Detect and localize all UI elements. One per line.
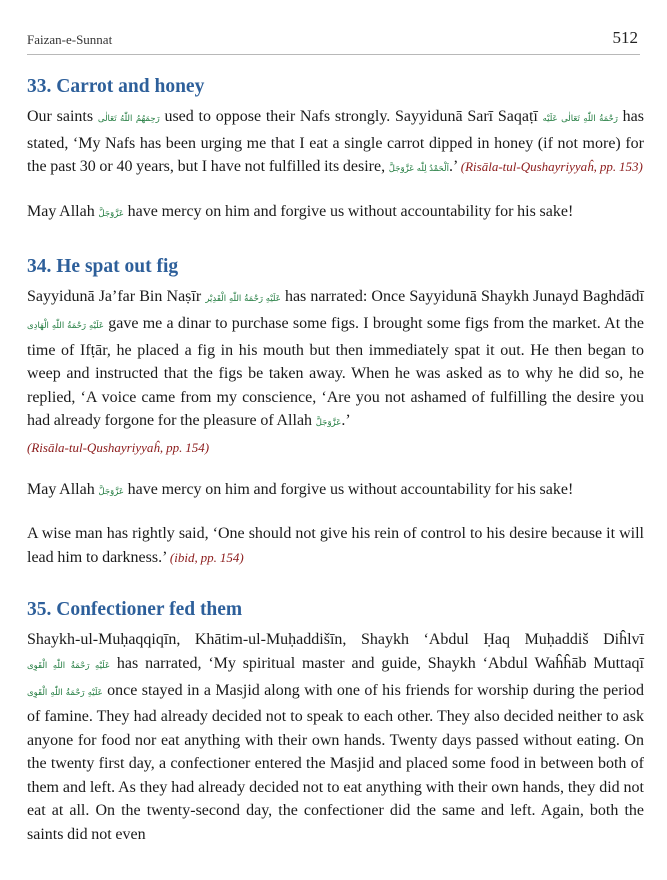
text-run: A wise man has rightly said, ‘One should not give his rein of control to his desire because it will lead him to darkness.’ (27, 525, 644, 566)
section-35-paragraph-1 (27, 628, 644, 846)
running-header (27, 28, 640, 55)
arabic-honorific: عَزَّوَجَلَّ (315, 418, 342, 429)
text-run: has narrated: Once Sayyidunā Shaykh Junayd Baghdādī (280, 288, 644, 306)
citation: (ibid, pp. 154) (169, 549, 244, 565)
section-heading-35: 35. Confectioner fed them (27, 599, 243, 621)
text-run: May Allah (27, 480, 99, 498)
page-number: 512 (612, 28, 638, 47)
text-run: .’ (448, 158, 461, 176)
text-run: Our saints (27, 108, 98, 125)
section-heading-34: 34. He spat out fig (27, 256, 179, 278)
arabic-phrase: اَلْحَمْدُ لِلّٰه عَزَّوَجَلَّ (388, 164, 449, 175)
arabic-honorific: عَزَّوَجَلَّ (98, 208, 124, 219)
text-run: used to oppose their Nafs strongly. Sayyidunā Sarī Saqaṭī (159, 108, 543, 125)
text-run: gave me a dinar to purchase some figs. I brought some figs from the market. At the time of Ifṭār, he placed a fig in his mouth but then immediately spat it out. He then began to weep and instructed that the figs be taken away. When he was asked as to why he did so, he replied, ‘A voice came from my conscience, ‘Are you not ashamed of fulfilling the desire you had already forgone for the pleasure of Allah (27, 314, 644, 430)
arabic-honorific: عَلَيْهِ رَحْمَةُ اللّٰهِ الْقَدِيْر (205, 294, 281, 305)
text-run: May Allah (27, 202, 99, 220)
arabic-honorific: عَلَيْهِ رَحْمَةُ اللّٰهِ الْقَوِی (27, 687, 103, 698)
text-run: has narrated, ‘My spiritual master and guide, Shaykh ‘Abdul Waĥĥāb Muttaqī (110, 654, 645, 672)
section-heading-33: 33. Carrot and honey (27, 76, 205, 97)
arabic-honorific: رَحِمَهُمُ اللّٰهُ تَعَالٰی (97, 114, 160, 124)
section-34-paragraph-3 (27, 522, 644, 569)
section-34-paragraph-2 (27, 478, 644, 505)
citation: (Risāla-tul-Qushayriyyaĥ, pp. 153) (460, 159, 643, 175)
section-33-paragraph-2 (27, 200, 644, 227)
arabic-honorific: عَلَيْهِ رَحْمَةُ اللّٰهِ الْهَادِی (27, 320, 104, 331)
citation: (Risāla-tul-Qushayriyyaĥ, pp. 154) (27, 439, 210, 455)
text-run: have mercy on him and forgive us without accountability for his sake! (123, 480, 574, 498)
text-run: have mercy on him and forgive us without accountability for his sake! (123, 202, 574, 220)
section-33-paragraph-1 (27, 105, 644, 182)
arabic-honorific: عَزَّوَجَلَّ (98, 486, 124, 497)
text-run: Sayyidunā Ja’far Bin Naṣīr (27, 288, 206, 306)
text-run: has stated, ‘My Nafs has been urging me that I eat a single carrot dipped in honey (if not more) for the past 30 or 40 years, but I have not fulfilled its desire, (27, 108, 644, 176)
book-title: Faizan-e-Sunnat (27, 32, 113, 47)
page-body (27, 74, 644, 847)
text-run: Shaykh-ul-Muḥaqqiqīn, Khātim-ul-Muḥaddišīn, Shaykh ‘Abdul Ḥaq Muḥaddiš Diĥlvī (27, 631, 644, 649)
arabic-honorific: رَحْمَةُ اللّٰهِ تَعَالٰی عَلَيْه (542, 114, 618, 124)
text-run: once stayed in a Masjid along with one of his friends for worship during the period of famine. They had already decided not to speak to each other. They also decided neither to ask anyone for food nor eat anything with their own hands. Twenty days passed without eating. On the twenty first day, a confectioner entered the Masjid and placed some food in between both of them and left. As they had already decided not to eat anything with their own hands, they did not eat at all. On the twenty-second day, the confectioner did the same and left. Again, both the saints did not even (27, 681, 644, 844)
arabic-honorific: عَلَيْهِ رَحْمَةُ اللّٰهِ الْقَوِی (27, 660, 111, 671)
text-run: .’ (341, 412, 351, 430)
section-34-paragraph-1 (27, 285, 644, 459)
